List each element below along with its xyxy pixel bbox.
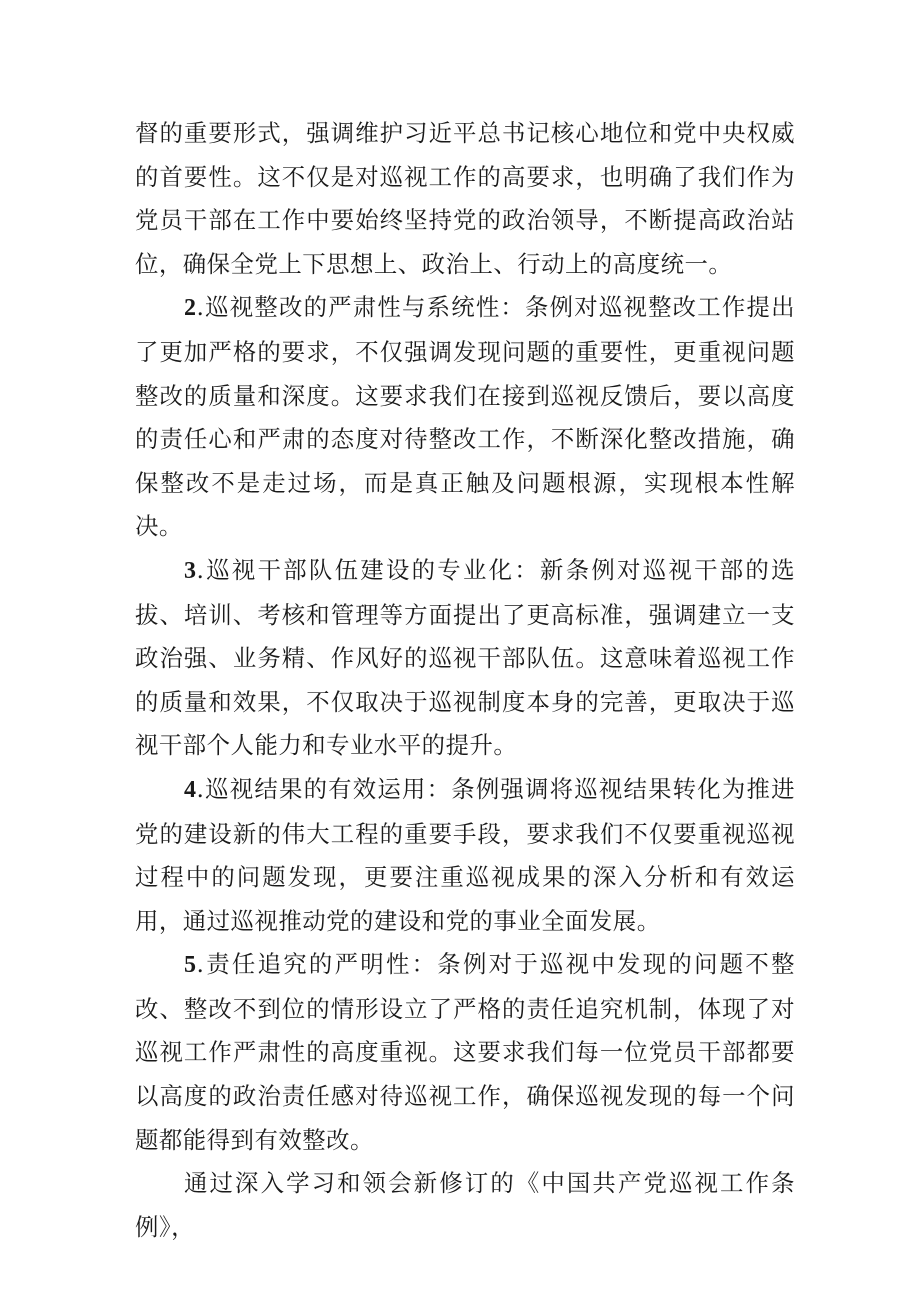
item-number: 2 xyxy=(184,295,197,322)
paragraph-item-2 xyxy=(135,286,795,549)
paragraph-text: 通过深入学习和领会新修订的《中国共产党巡视工作条例》， xyxy=(135,1169,795,1241)
item-number: 3 xyxy=(184,557,197,584)
paragraph-text: 督的重要形式，强调维护习近平总书记核心地位和党中央权威的首要性。这不仅是对巡视工作的高要求，也明确了我们作为党员干部在工作中要始终坚持党的政治领导，不断提高政治站位，确保全党上下思想上、政治上、行动上的高度统一。 xyxy=(135,119,795,278)
paragraph-item-4 xyxy=(135,768,795,943)
item-number: 5 xyxy=(184,952,197,979)
paragraph-text: .巡视结果的有效运用：条例强调将巡视结果转化为推进党的建设新的伟大工程的重要手段，要求我们不仅要重视巡视过程中的问题发现，更要注重巡视成果的深入分析和有效运用，通过巡视推动党的建设和党的事业全面发展。 xyxy=(135,774,795,935)
paragraph-continuation xyxy=(135,112,795,286)
paragraph-text: .巡视干部队伍建设的专业化：新条例对巡视干部的选拔、培训、考核和管理等方面提出了更高标准，强调建立一支政治强、业务精、作风好的巡视干部队伍。这意味着巡视工作的质量和效果，不仅取决于巡视制度本身的完善，更取决于巡视干部个人能力和专业水平的提升。 xyxy=(135,555,795,760)
paragraph-item-3 xyxy=(135,549,795,768)
paragraph-conclusion xyxy=(135,1162,795,1249)
paragraph-text: .责任追究的严明性：条例对于巡视中发现的问题不整改、整改不到位的情形设立了严格的责任追究机制，体现了对巡视工作严肃性的高度重视。这要求我们每一位党员干部都要以高度的政治责任感对待巡视工作，确保巡视发现的每一个问题都能得到有效整改。 xyxy=(135,950,795,1154)
item-number: 4 xyxy=(184,776,197,803)
paragraph-item-5 xyxy=(135,943,795,1162)
paragraph-text: .巡视整改的严肃性与系统性：条例对巡视整改工作提出了更加严格的要求，不仅强调发现问题的重要性，更重视问题整改的质量和深度。这要求我们在接到巡视反馈后，要以高度的责任心和严肃的态度对待整改工作，不断深化整改措施，确保整改不是走过场，而是真正触及问题根源，实现根本性解决。 xyxy=(135,293,795,541)
document-body xyxy=(135,112,795,1249)
